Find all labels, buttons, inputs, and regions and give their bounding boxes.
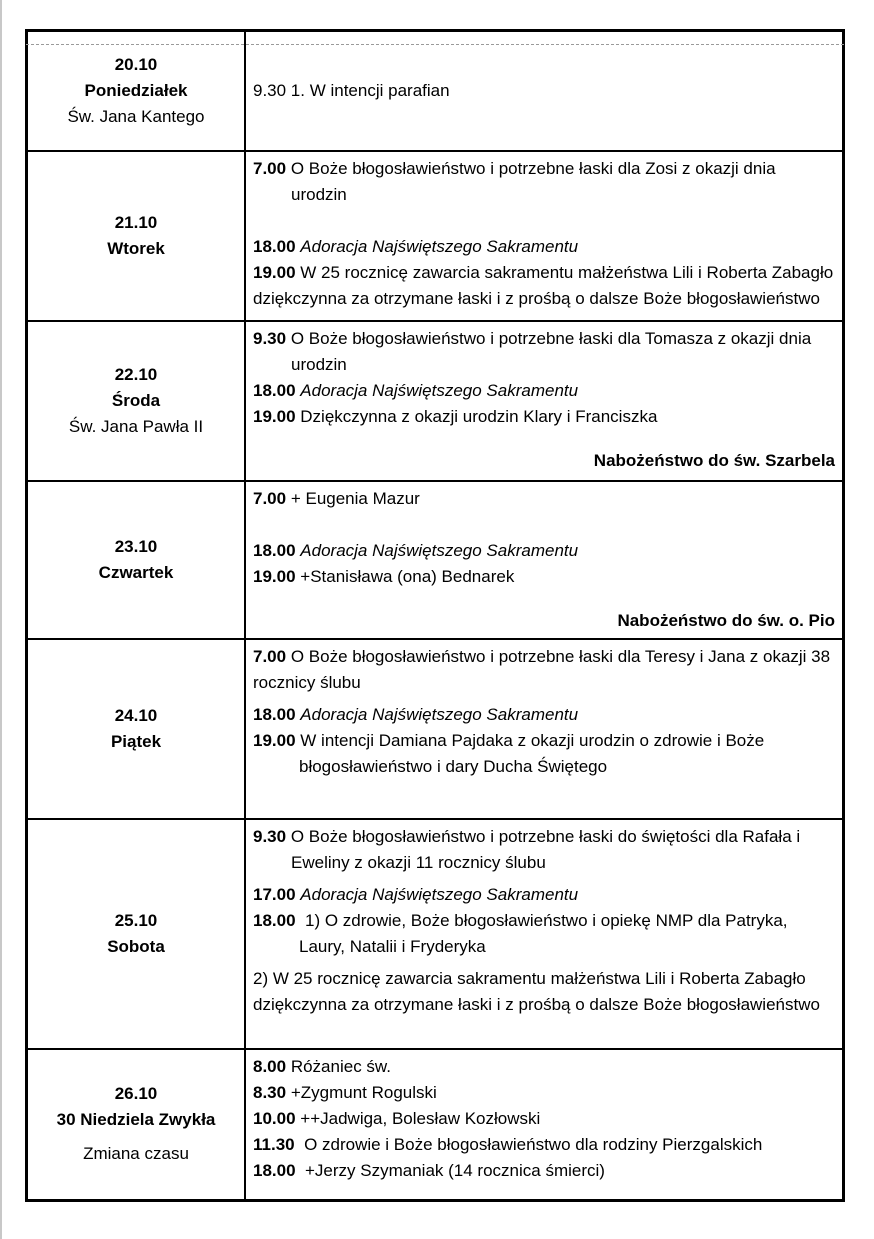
table-row <box>27 31 844 151</box>
devotion-note: Nabożeństwo do św. o. Pio <box>617 610 835 630</box>
mass-entry: 9.30 1. W intencji parafian <box>253 80 450 100</box>
day-date: 24.10 <box>114 705 158 725</box>
masses-cell <box>245 819 844 1049</box>
table-row <box>27 819 844 1049</box>
day-cell <box>27 151 246 321</box>
mass-entry: 18.00 Adoracja Najświętszego Sakramentu <box>253 540 579 560</box>
mass-entry: 18.00 +Jerzy Szymaniak (14 rocznica śmierci) <box>253 1160 605 1180</box>
mass-entry: 11.30 O zdrowie i Boże błogosławieństwo dla rodziny Pierzgalskich <box>253 1134 763 1154</box>
mass-entry-cont: dziękczynna za otrzymane łaski i z prośbą o dalsze Boże błogosławieństwo <box>253 994 820 1014</box>
mass-entry-cont: dziękczynna za otrzymane łaski i z prośbą o dalsze Boże błogosławieństwo <box>253 288 820 308</box>
day-note: Zmiana czasu <box>83 1144 189 1164</box>
day-date: 26.10 <box>114 1084 158 1104</box>
day-name: 30 Niedziela Zwykła <box>56 1110 216 1130</box>
mass-entry: 19.00 Dziękczynna z okazji urodzin Klary i Franciszka <box>253 406 658 426</box>
day-name: Piątek <box>110 731 162 751</box>
masses-cell <box>245 639 844 819</box>
day-date: 21.10 <box>114 212 158 232</box>
day-cell <box>27 1049 246 1201</box>
devotion-note: Nabożeństwo do św. Szarbela <box>593 450 835 470</box>
mass-entry-cont: urodzin <box>291 184 347 204</box>
day-name: Czwartek <box>98 562 174 582</box>
day-cell <box>27 639 246 819</box>
mass-entry-cont: błogosławieństwo i dary Ducha Świętego <box>299 756 608 776</box>
mass-entry: 8.30 +Zygmunt Rogulski <box>253 1082 437 1102</box>
mass-entry: 10.00 ++Jadwiga, Bolesław Kozłowski <box>253 1108 541 1128</box>
masses-cell <box>245 321 844 481</box>
mass-entry: 18.00 Adoracja Najświętszego Sakramentu <box>253 380 579 400</box>
day-date: 22.10 <box>114 364 158 384</box>
mass-entry: 18.00 1) O zdrowie, Boże błogosławieństwo i opiekę NMP dla Patryka, <box>253 910 788 930</box>
mass-entry: 7.00 O Boże błogosławieństwo i potrzebne łaski dla Zosi z okazji dnia <box>253 158 776 178</box>
day-cell <box>27 31 246 151</box>
day-saint: Św. Jana Pawła II <box>68 416 204 436</box>
table-row <box>27 639 844 819</box>
day-name: Środa <box>111 390 161 410</box>
mass-entry-cont: rocznicy ślubu <box>253 672 361 692</box>
day-saint: Św. Jana Kantego <box>67 106 205 126</box>
day-name: Poniedziałek <box>84 80 188 100</box>
mass-entry: 2) W 25 rocznicę zawarcia sakramentu małżeństwa Lili i Roberta Zabagło <box>253 968 806 988</box>
masses-cell <box>245 481 844 639</box>
header-dashed-line <box>26 44 844 45</box>
mass-entry: 19.00 W 25 rocznicę zawarcia sakramentu małżeństwa Lili i Roberta Zabagło <box>253 262 834 282</box>
day-cell <box>27 321 246 481</box>
mass-entry: 9.30 O Boże błogosławieństwo i potrzebne łaski dla Tomasza z okazji dnia <box>253 328 812 348</box>
day-date: 25.10 <box>114 910 158 930</box>
table-row <box>27 481 844 639</box>
mass-entry: 18.00 Adoracja Najświętszego Sakramentu <box>253 704 579 724</box>
day-cell <box>27 819 246 1049</box>
day-name: Sobota <box>107 936 165 956</box>
masses-cell <box>245 31 844 151</box>
mass-entry: 19.00 W intencji Damiana Pajdaka z okazji urodzin o zdrowie i Boże <box>253 730 765 750</box>
mass-entry-cont: Eweliny z okazji 11 rocznicy ślubu <box>291 852 546 872</box>
table-row <box>27 321 844 481</box>
masses-cell <box>245 151 844 321</box>
day-name: Wtorek <box>107 238 165 258</box>
day-date: 23.10 <box>114 536 158 556</box>
table-row <box>27 151 844 321</box>
mass-entry: 17.00 Adoracja Najświętszego Sakramentu <box>253 884 579 904</box>
mass-entry-cont: urodzin <box>291 354 347 374</box>
masses-cell <box>245 1049 844 1201</box>
mass-entry: 7.00 O Boże błogosławieństwo i potrzebne łaski dla Teresy i Jana z okazji 38 <box>253 646 831 666</box>
mass-entry: 8.00 Różaniec św. <box>253 1056 391 1076</box>
table-row <box>27 1049 844 1201</box>
mass-entry: 19.00 +Stanisława (ona) Bednarek <box>253 566 515 586</box>
page-edge <box>0 0 2 1239</box>
day-cell <box>27 481 246 639</box>
mass-entry: 9.30 O Boże błogosławieństwo i potrzebne łaski do świętości dla Rafała i <box>253 826 801 846</box>
mass-schedule-table <box>25 29 845 1202</box>
mass-entry-cont: Laury, Natalii i Fryderyka <box>299 936 486 956</box>
day-date: 20.10 <box>114 54 158 74</box>
mass-entry: 7.00 + Eugenia Mazur <box>253 488 420 508</box>
mass-entry: 18.00 Adoracja Najświętszego Sakramentu <box>253 236 579 256</box>
